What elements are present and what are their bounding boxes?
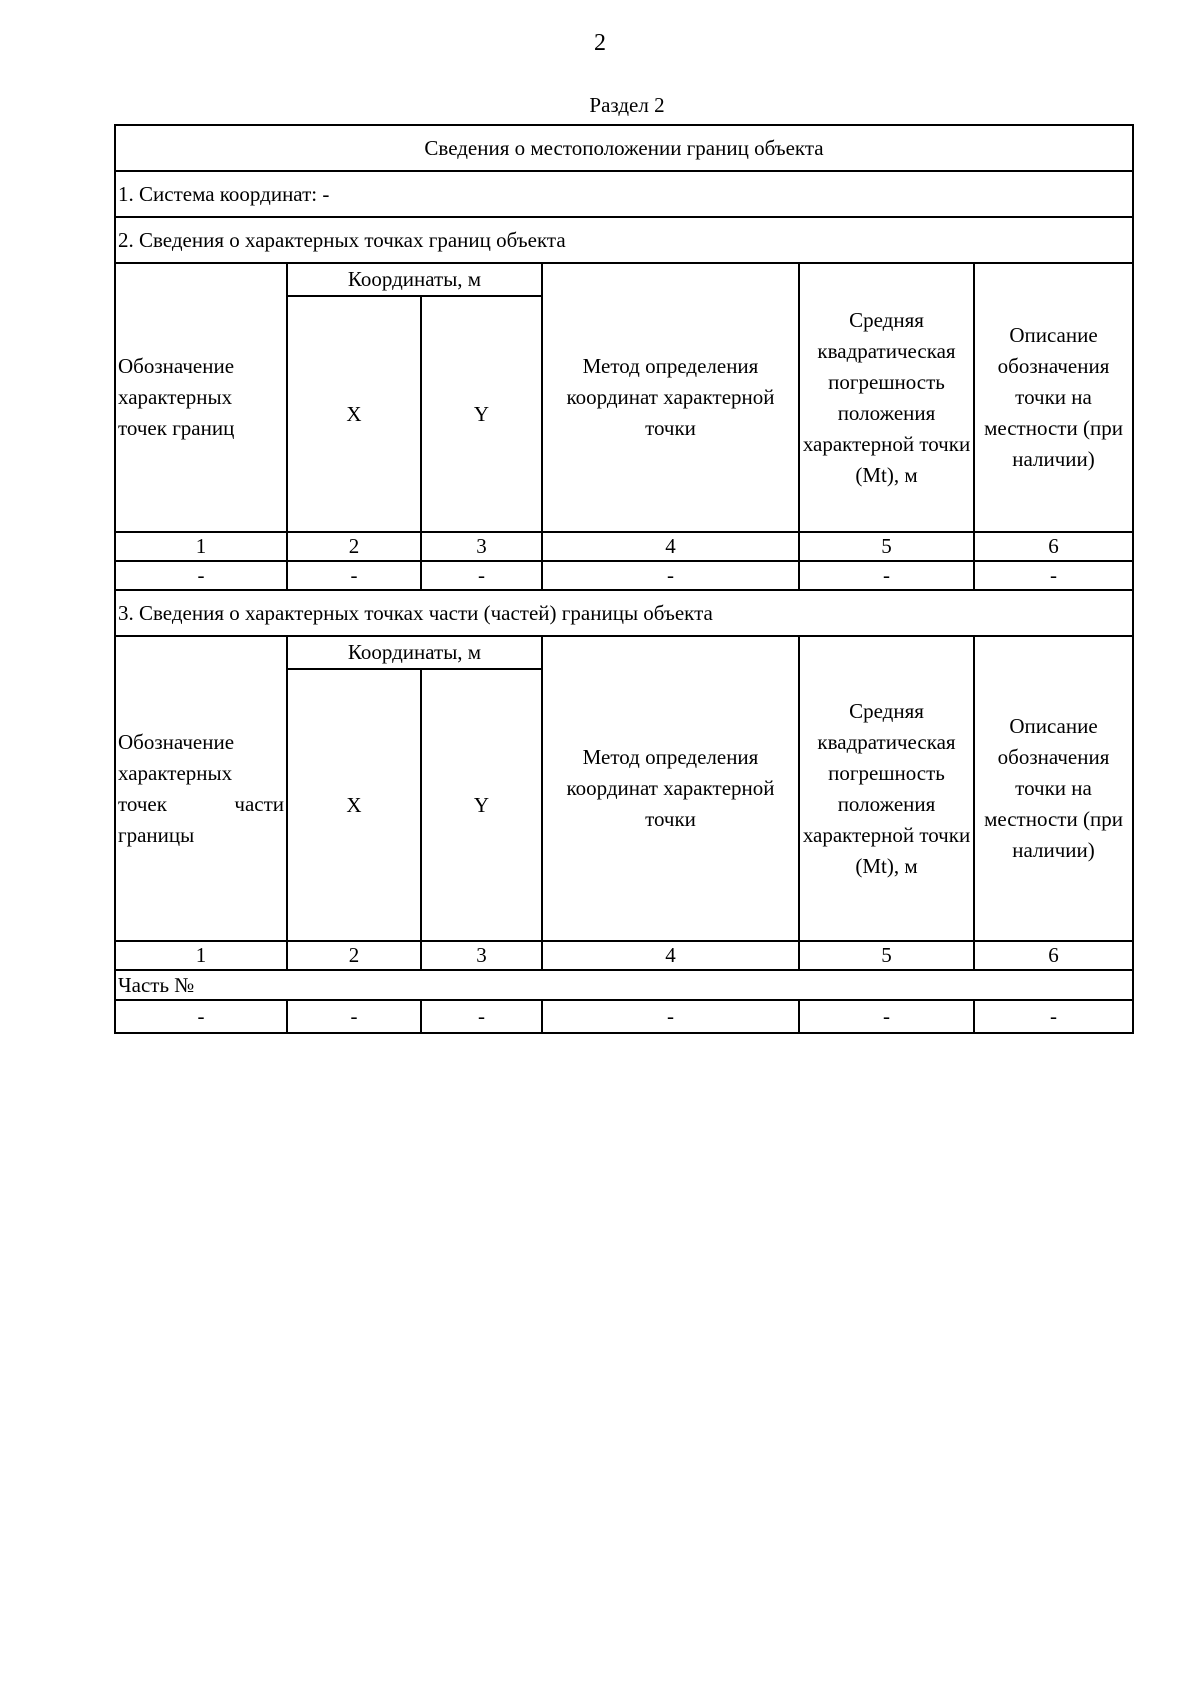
header-designation: Обозначение характерных точек границ (115, 263, 287, 532)
table-cell: - (799, 1000, 974, 1033)
section-label: Раздел 2 (589, 93, 665, 117)
header-method: Метод определения координат характерной точки (542, 636, 799, 941)
table-cell: - (287, 561, 421, 590)
table-cell: - (542, 1000, 799, 1033)
header-coordinates: Координаты, м (287, 263, 542, 296)
header-coordinates: Координаты, м (287, 636, 542, 669)
column-numbers-row (115, 941, 1133, 970)
table-cell: - (799, 561, 974, 590)
header-y: Y (421, 296, 542, 532)
header-method: Метод определения координат характерной точки (542, 263, 799, 532)
header-y: Y (421, 669, 542, 941)
part-points-heading-row: 3. Сведения о характерных точках части (частей) границы объекта (115, 590, 1133, 636)
table-cell: - (115, 561, 287, 590)
part-label-row: Часть № (115, 970, 1133, 1000)
column-number: 5 (799, 941, 974, 970)
header-x: X (287, 669, 421, 941)
column-number: 4 (542, 532, 799, 561)
column-number: 2 (287, 532, 421, 561)
column-number: 6 (974, 941, 1133, 970)
table-title: Сведения о местоположении границ объекта (115, 125, 1133, 171)
column-number: 1 (115, 941, 287, 970)
column-number: 5 (799, 532, 974, 561)
column-number: 6 (974, 532, 1133, 561)
table-cell: - (287, 1000, 421, 1033)
table-cell: - (542, 561, 799, 590)
table-cell: - (421, 561, 542, 590)
column-number: 3 (421, 941, 542, 970)
page-number: 2 (594, 30, 606, 56)
header-x: X (287, 296, 421, 532)
column-numbers-row (115, 532, 1133, 561)
column-number: 2 (287, 941, 421, 970)
header-designation: Обозначение характерных точек части границы (115, 636, 287, 941)
table-cell: - (974, 1000, 1133, 1033)
column-number: 1 (115, 532, 287, 561)
header-error: Средняя квадратическая погрешность положения характерной точки (Mt), м (799, 263, 974, 532)
table-row (115, 1000, 1133, 1033)
boundaries-table (114, 124, 1134, 1034)
table-cell: - (421, 1000, 542, 1033)
coordinate-system-row: 1. Система координат: - (115, 171, 1133, 217)
header-description: Описание обозначения точки на местности (при наличии) (974, 263, 1133, 532)
table-row (115, 561, 1133, 590)
table-cell: - (115, 1000, 287, 1033)
header-error: Средняя квадратическая погрешность положения характерной точки (Mt), м (799, 636, 974, 941)
header-description: Описание обозначения точки на местности (при наличии) (974, 636, 1133, 941)
table-cell: - (974, 561, 1133, 590)
column-number: 4 (542, 941, 799, 970)
points-heading-row: 2. Сведения о характерных точках границ объекта (115, 217, 1133, 263)
column-number: 3 (421, 532, 542, 561)
